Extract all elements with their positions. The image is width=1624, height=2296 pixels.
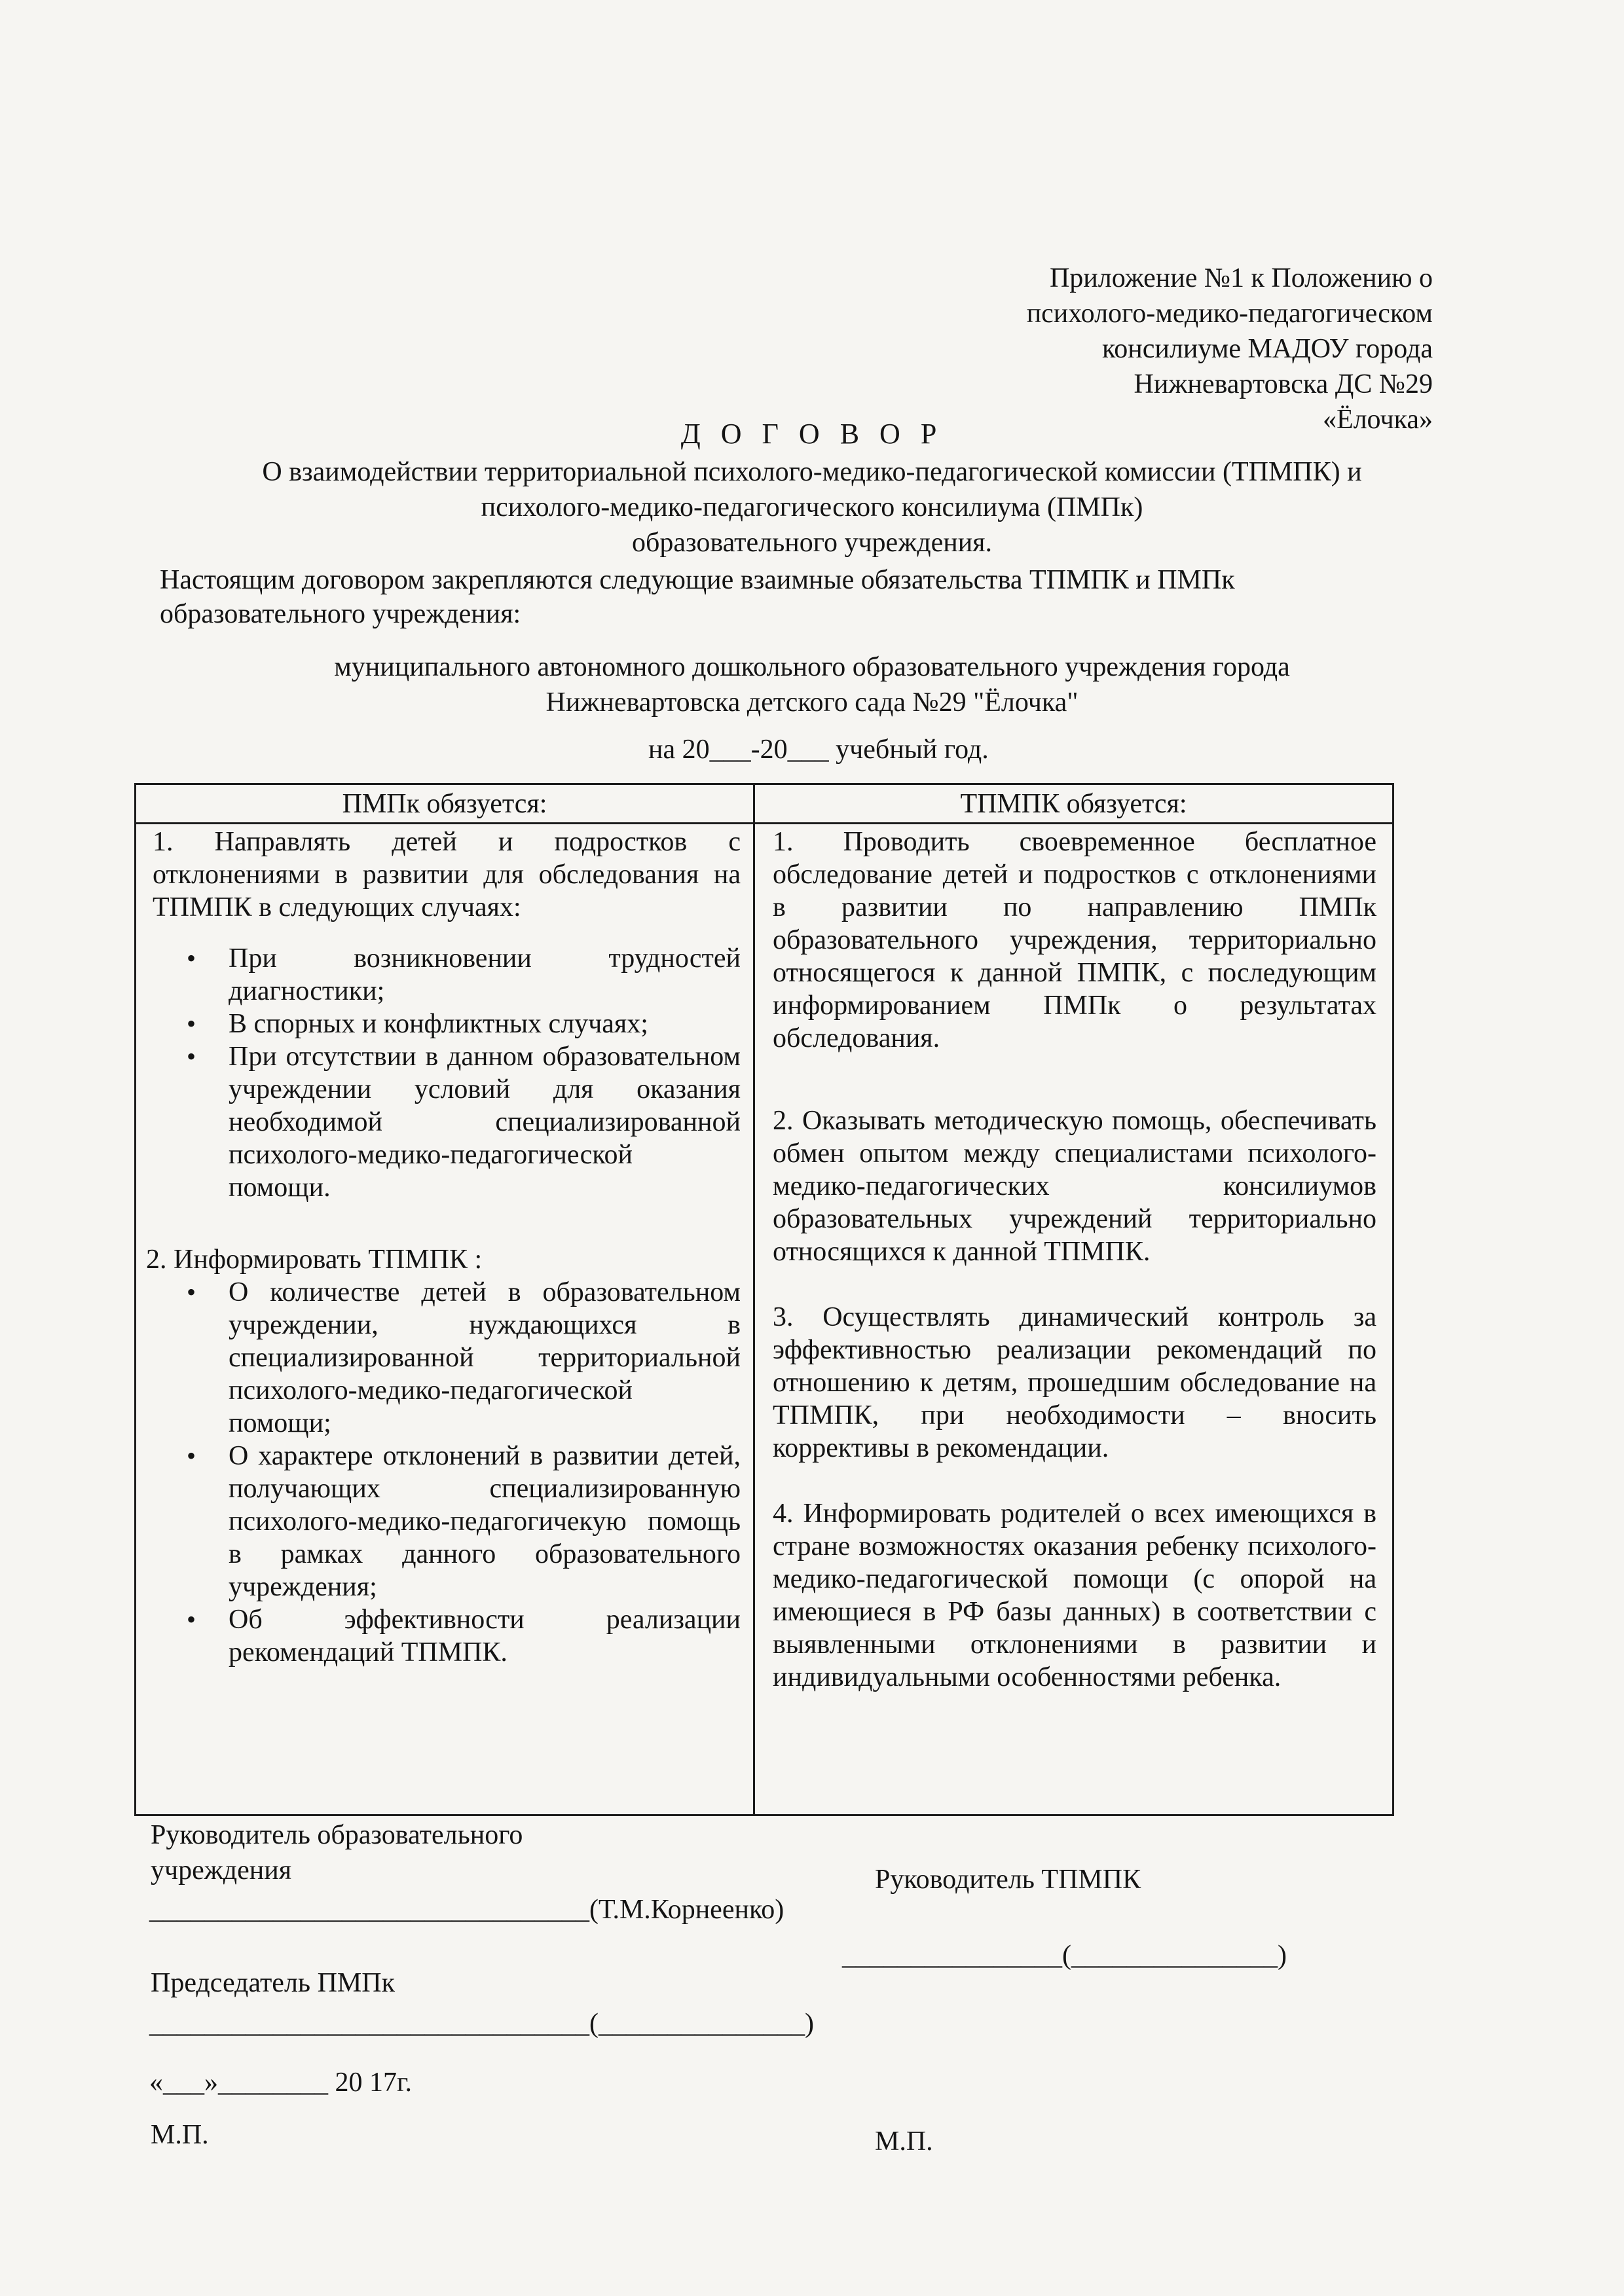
column-divider [753,785,755,1814]
intro-line: Настоящим договором закрепляются следующие взаимные обязательства ТПМПК и ПМПк [160,565,1235,595]
tpmpk-item-4: 4. Информировать родителей о всех имеющихся в стране возможностях оказания ребенку психолого-медико-педагогической помощи (с опорой на имеющиеся в РФ базы данных) в соответствии с выявленными отклонениями в развитии и индивидуальными особенностями ребенка. [773,1499,1376,1692]
obligations-table [134,783,1394,1816]
document-title: Д О Г О В О Р [680,418,944,450]
subject-line: психолого-медико-педагогического консилиума (ПМПк) [481,492,1143,522]
head-tpmpk-label: Руководитель ТПМПК [875,1865,1141,1895]
header-tpmpk: ТПМПК обязуется: [960,789,1187,819]
list-item: • О характере отклонений в развитии детей, получающих специализированную психолого-медико-педагогичекую помощь в рамках данного образовательного учреждения; [153,1440,741,1603]
pmpk-item-2-list [153,1276,741,1669]
intro-line: образовательного учреждения: [160,599,521,629]
intro-paragraph [160,563,1235,631]
header-pmpk: ПМПк обязуется: [342,789,547,819]
document-subject [157,454,1467,560]
annex-line: психолого-медико-педагогическом [1026,299,1433,329]
institution-line: муниципального автономного дошкольного образовательного учреждения города [334,652,1290,682]
tpmpk-obligations [773,826,1376,1694]
pmpk-item-1-list [153,942,741,1204]
stamp-place-left: М.П. [151,2120,209,2150]
institution-name [157,649,1467,720]
chair-pmpk-label: Председатель ПМПк [151,1968,395,1998]
tpmpk-item-1: 1. Проводить своевременное бесплатное обследование детей и подростков с отклонениями в развитии по направлению ПМПк образовательного учреждения, территориально относящегося к данной ПМПК, с последующим информированием ПМПк о результатах обследования. [773,827,1376,1053]
list-item: • В спорных и конфликтных случаях; [153,1008,741,1040]
chair-pmpk-signature: ________________________________(_______________) [149,2009,814,2039]
annex-note [1027,261,1433,437]
annex-line: Нижневартовска ДС №29 [1134,369,1433,399]
academic-year: на 20___-20___ учебный год. [648,735,989,765]
annex-line: Приложение №1 к Положению о [1049,263,1433,293]
subject-line: образовательного учреждения. [631,528,993,558]
head-ou-signature: ________________________________(Т.М.Корнеенко) [149,1895,784,1925]
list-item: • О количестве детей в образовательном учреждении, нуждающихся в специализированной территориальной психолого-медико-педагогической помощи; [153,1276,741,1440]
stamp-place-right: М.П. [875,2126,933,2157]
list-item: • При отсутствии в данном образовательном учреждении условий для оказания необходимой специализированной психолого-медико-педагогической помощи. [153,1040,741,1204]
pmpk-item-2: 2. Информировать ТПМПК : [146,1245,483,1275]
head-ou-label-2: учреждения [151,1855,292,1886]
head-ou-label: Руководитель образовательного [151,1820,523,1850]
header-divider [136,822,1392,824]
list-item: • При возникновении трудностей диагностики; [153,942,741,1008]
tpmpk-item-2: 2. Оказывать методическую помощь, обеспечивать обмен опытом между специалистами психолого-медико-педагогических консилиумов образовательных учреждений территориально относящихся к данной ТПМПК. [773,1106,1376,1267]
annex-line: консилиуме МАДОУ города [1102,334,1433,364]
institution-line: Нижневартовска детского сада №29 "Ёлочка" [545,687,1079,718]
date-line: «___»________ 20 17г. [149,2068,412,2098]
pmpk-obligations [146,826,741,1669]
annex-line: «Ёлочка» [1322,405,1433,435]
subject-line: О взаимодействии территориальной психолого-медико-педагогической комиссии (ТПМПК) и [262,457,1362,487]
list-item: • Об эффективности реализации рекомендаций ТПМПК. [153,1603,741,1669]
tpmpk-item-3: 3. Осуществлять динамический контроль за эффективностью реализации рекомендаций по отношению к детям, прошедшим обследование на ТПМПК, при необходимости – вносить коррективы в рекомендации. [773,1302,1376,1463]
head-tpmpk-signature: ________________(_______________) [842,1941,1287,1971]
pmpk-item-1: 1. Направлять детей и подростков с отклонениями в развитии для обследования на ТПМПК в следующих случаях: [153,827,741,922]
